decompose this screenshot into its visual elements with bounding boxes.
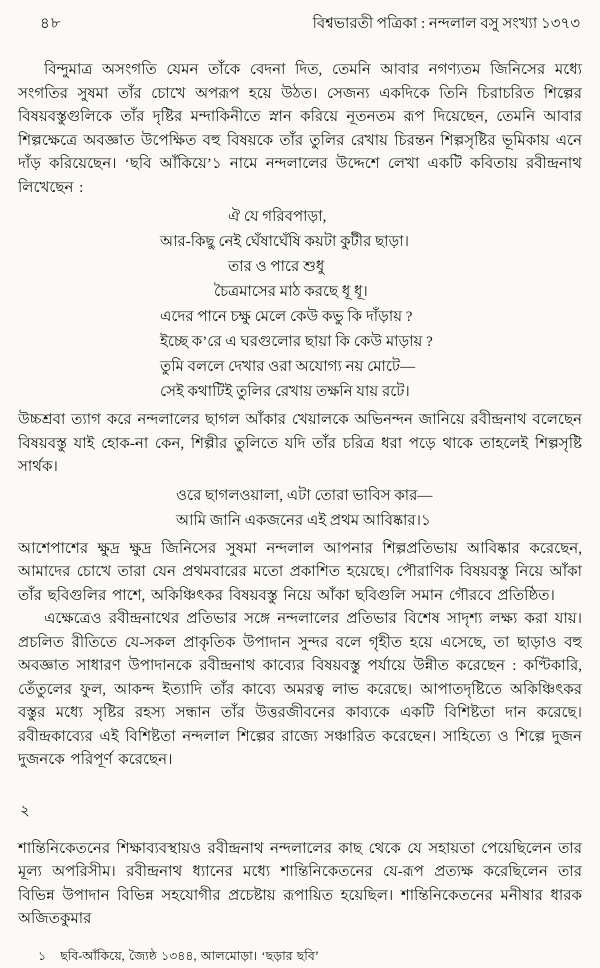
couplet-line: আমি জানি একজনের এই প্রথম আবিষ্কার।১ <box>176 512 431 529</box>
section-number: ২ <box>20 802 30 819</box>
footnote-text: ছবি-আঁকিয়ে, জ্যৈষ্ঠ ১৩৪৪, আলমোড়া। ‘ছড়ার ছবি’ <box>60 948 319 963</box>
poem-line: তুমি বললে দেখার ওরা অযোগ্য নয় মোটে— <box>160 359 416 375</box>
page-number: ৪৮ <box>40 16 62 32</box>
paragraph-1: বিন্দুমাত্র অসংগতি যেমন তাঁকে বেদনা দিত, তেমনি আবার নগণ্যতম জিনিসের মধ্যে সংগতির সুষমা তাঁর চোখে অপরূপ হয়ে উঠত। সেজন্য একদিকে তিনি চিরাচরিত শিল্পের বিষয়বস্তুগুলিকে তাঁর দৃষ্টির মন্দাকিনীতে স্নান করিয়ে নূতনতম রূপ দিয়েছেন, তেমনি আবার শিল্পক্ষেত্রে অবজ্ঞাত উপেক্ষিত বহু বিষয়কে তাঁর তুলির রেখায় চিরন্তন শিল্পসৃষ্টির ভূমিকায় এনে দাঁড় করিয়েছেন। ‘ছবি আঁকিয়ে’১ নামে নন্দলালের উদ্দেশে লেখা একটি কবিতায় রবীন্দ্রনাথ লিখেছেন : <box>18 62 582 196</box>
poem-line: আর-কিছু নেই ঘেঁষাঘেঁষি কয়টা কুটীর ছাড়া। <box>160 234 409 250</box>
journal-header-title: বিশ্বভারতী পত্রিকা : নন্দলাল বসু সংখ্যা ১৩৭৩ <box>312 16 580 32</box>
quote-couplet-block <box>176 484 582 534</box>
poem-line: চৈত্রমাসের মাঠ করছে ধূ ধূ। <box>214 284 368 300</box>
poem-line: এদের পানে চক্ষু মেলে কেউ কভু কি দাঁড়ায় ? <box>160 309 413 325</box>
paragraph-2: উচ্চশ্রবা ত্যাগ করে নন্দলালের ছাগল আঁকার খেয়ালকে অভিনন্দন জানিয়ে রবীন্দ্রনাথ বলেছেন বিষয়বস্তু যাই হোক-না কেন, শিল্পীর তুলিতে যদি তাঁর চরিত্র ধরা পড়ে থাকে তাহলেই শিল্পসৃষ্টি সার্থক। <box>18 412 582 475</box>
footnote <box>38 948 582 968</box>
page-header <box>18 12 582 37</box>
couplet-line: ওরে ছাগলওয়ালা, এটা তোরা ভাবিস কার— <box>176 487 433 504</box>
poem-line: সেই কথাটিই তুলির রেখায় তক্ষনি যায় রটে। <box>160 384 410 400</box>
poem-line: ঐ যে গরিবপাড়া, <box>228 209 327 225</box>
paragraph-3: আশেপাশের ক্ষুদ্র ক্ষুদ্র জিনিসের সুষমা নন্দলাল আপনার শিল্পপ্রতিভায় আবিষ্কার করেছেন, আমাদের চোখে তারা যেন প্রথমবারের মতো প্রকাশিত হয়েছে। পৌরাণিক বিষয়বস্তু নিয়ে আঁকা তাঁর ছবিগুলির পাশে, অকিঞ্চিৎকর বিষয়বস্তু নিয়ে আঁকা ছবিগুলি সমান গৌরবে প্রতিষ্ঠিত। <box>18 540 582 604</box>
poem-line: ইচ্ছে ক’রে এ ঘরগুলোর ছায়া কি কেউ মাড়ায় ? <box>160 334 433 350</box>
poem-block <box>160 205 582 405</box>
poem-line: তার ও পারে শুধু <box>228 259 325 275</box>
paragraph-5: শান্তিনিকেতনের শিক্ষাব্যবস্থায়ও রবীন্দ্রনাথ নন্দলালের কাছ থেকে যে সহায়তা পেয়েছিলেন তার মূল্য অপরিসীম। রবীন্দ্রনাথ ধ্যানের মধ্যে শান্তিনিকেতনের যে-রূপ প্রত্যক্ষ করেছিলেন তার বিভিন্ন উপাদান বিভিন্ন সহযোগীর প্রচেষ্টায় রূপায়িত হয়েছিল। শান্তিনিকেতনের মনীষার ধারক অজিতকুমার <box>18 840 582 927</box>
footnote-marker: ১ <box>38 948 47 963</box>
paragraph-4: এক্ষেত্রেও রবীন্দ্রনাথের প্রতিভার সঙ্গে নন্দলালের প্রতিভার বিশেষ সাদৃশ্য লক্ষ্য করা যায়। প্রচলিত রীতিতে যে-সকল প্রাকৃতিক উপাদান সুন্দর বলে গৃহীত হয়ে এসেছে, তা ছাড়াও বহু অবজ্ঞাত সাধারণ উপাদানকে রবীন্দ্রনাথ কাব্যের বিষয়বস্তু পর্যায়ে উন্নীত করেছেন : কণ্টিকারি, তেঁতুলের ফুল, আকন্দ ইত্যাদি তাঁর কাব্যে অমরত্ব লাভ করেছে। আপাতদৃষ্টিতে অকিঞ্চিৎকর বস্তুর মধ্যে সৃষ্টির রহস্য সন্ধান তাঁর উত্তরজীবনের কাব্যকে একটি বিশিষ্টতা দান করেছে। রবীন্দ্রকাব্যের এই বিশিষ্টতা নন্দলাল শিল্পের রাজ্যে সঞ্চারিত করেছেন। সাহিত্যে ও শিল্পে দুজন দুজনকে পরিপূর্ণ করেছেন। <box>18 611 582 768</box>
